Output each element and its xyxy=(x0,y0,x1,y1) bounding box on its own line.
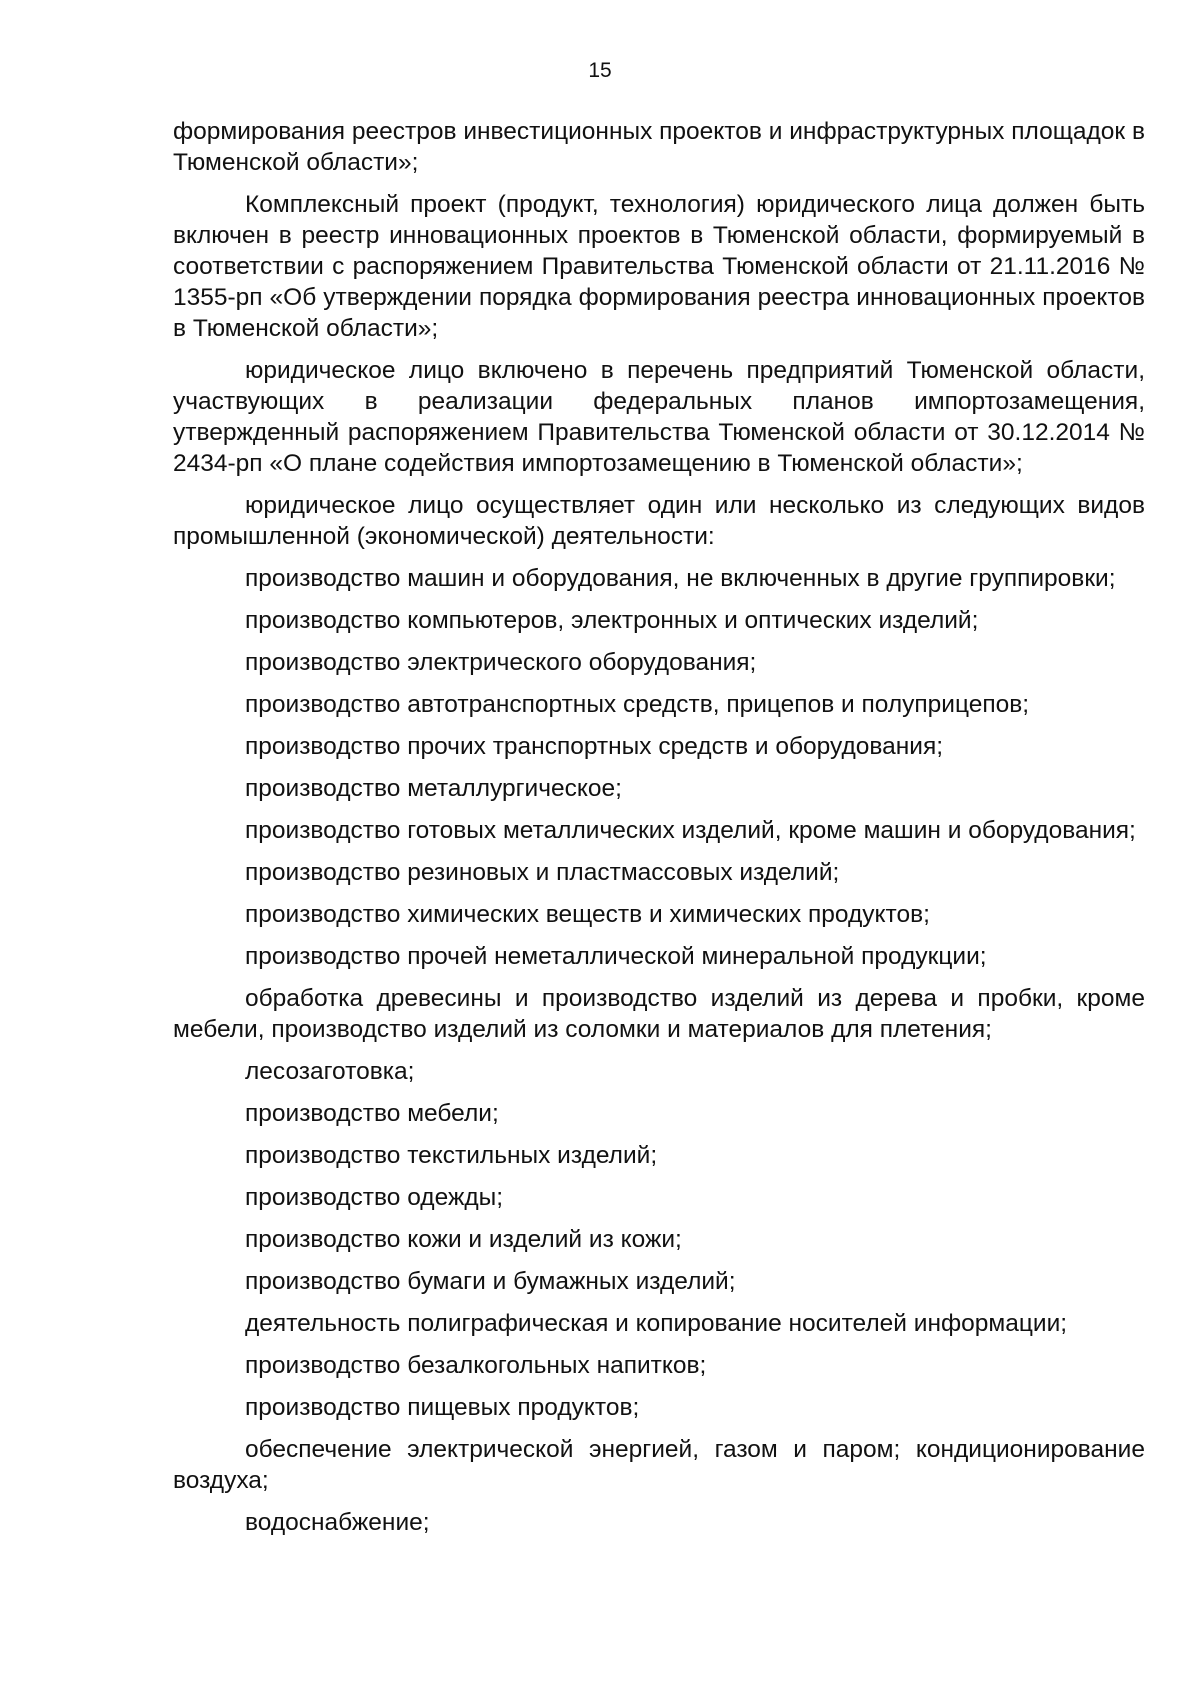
paragraph: производство химических веществ и химических продуктов; xyxy=(245,901,930,928)
paragraph: юридическое лицо включено в перечень предприятий Тюменской области, участвующих в реализации федеральных планов импортозамещения, утвержденный распоряжением Правительства Тюменской области от 30.12.2014 № 2434-рп «О плане содействия импортозамещению в Тюменской области»; xyxy=(173,357,1145,477)
paragraph: производство металлургическое; xyxy=(245,775,622,802)
paragraph: обеспечение электрической энергией, газом и паром; кондиционирование воздуха; xyxy=(173,1436,1145,1494)
paragraph: водоснабжение; xyxy=(245,1509,430,1536)
paragraph: деятельность полиграфическая и копирование носителей информации; xyxy=(245,1310,1068,1337)
document-body xyxy=(173,116,1145,1549)
paragraph: Комплексный проект (продукт, технология) юридического лица должен быть включен в реестр инновационных проектов в Тюменской области, формируемый в соответствии с распоряжением Правительства Тюменской области от 21.11.2016 № 1355-рп «Об утверждении порядка формирования реестра инновационных проектов в Тюменской области»; xyxy=(173,191,1145,342)
paragraph: производство пищевых продуктов; xyxy=(245,1394,640,1421)
paragraph: производство прочих транспортных средств и оборудования; xyxy=(245,733,944,760)
paragraph: лесозаготовка; xyxy=(245,1058,415,1085)
paragraph: производство безалкогольных напитков; xyxy=(245,1352,707,1379)
paragraph: формирования реестров инвестиционных проектов и инфраструктурных площадок в Тюменской области»; xyxy=(173,118,1145,176)
paragraph: производство машин и оборудования, не включенных в другие группировки; xyxy=(245,565,1116,592)
paragraph: производство одежды; xyxy=(245,1184,504,1211)
paragraph: производство готовых металлических изделий, кроме машин и оборудования; xyxy=(245,817,1136,844)
paragraph: производство кожи и изделий из кожи; xyxy=(245,1226,682,1253)
paragraph: производство мебели; xyxy=(245,1100,499,1127)
paragraph: производство электрического оборудования; xyxy=(245,649,757,676)
paragraph: производство прочей неметаллической минеральной продукции; xyxy=(245,943,987,970)
paragraph: производство резиновых и пластмассовых изделий; xyxy=(245,859,840,886)
paragraph: обработка древесины и производство изделий из дерева и пробки, кроме мебели, производство изделий из соломки и материалов для плетения; xyxy=(173,985,1145,1043)
paragraph: производство текстильных изделий; xyxy=(245,1142,658,1169)
page-number: 15 xyxy=(588,59,612,82)
paragraph: производство компьютеров, электронных и оптических изделий; xyxy=(245,607,979,634)
paragraph: производство автотранспортных средств, прицепов и полуприцепов; xyxy=(245,691,1030,718)
paragraph: юридическое лицо осуществляет один или несколько из следующих видов промышленной (экономической) деятельности: xyxy=(173,492,1145,550)
paragraph: производство бумаги и бумажных изделий; xyxy=(245,1268,736,1295)
